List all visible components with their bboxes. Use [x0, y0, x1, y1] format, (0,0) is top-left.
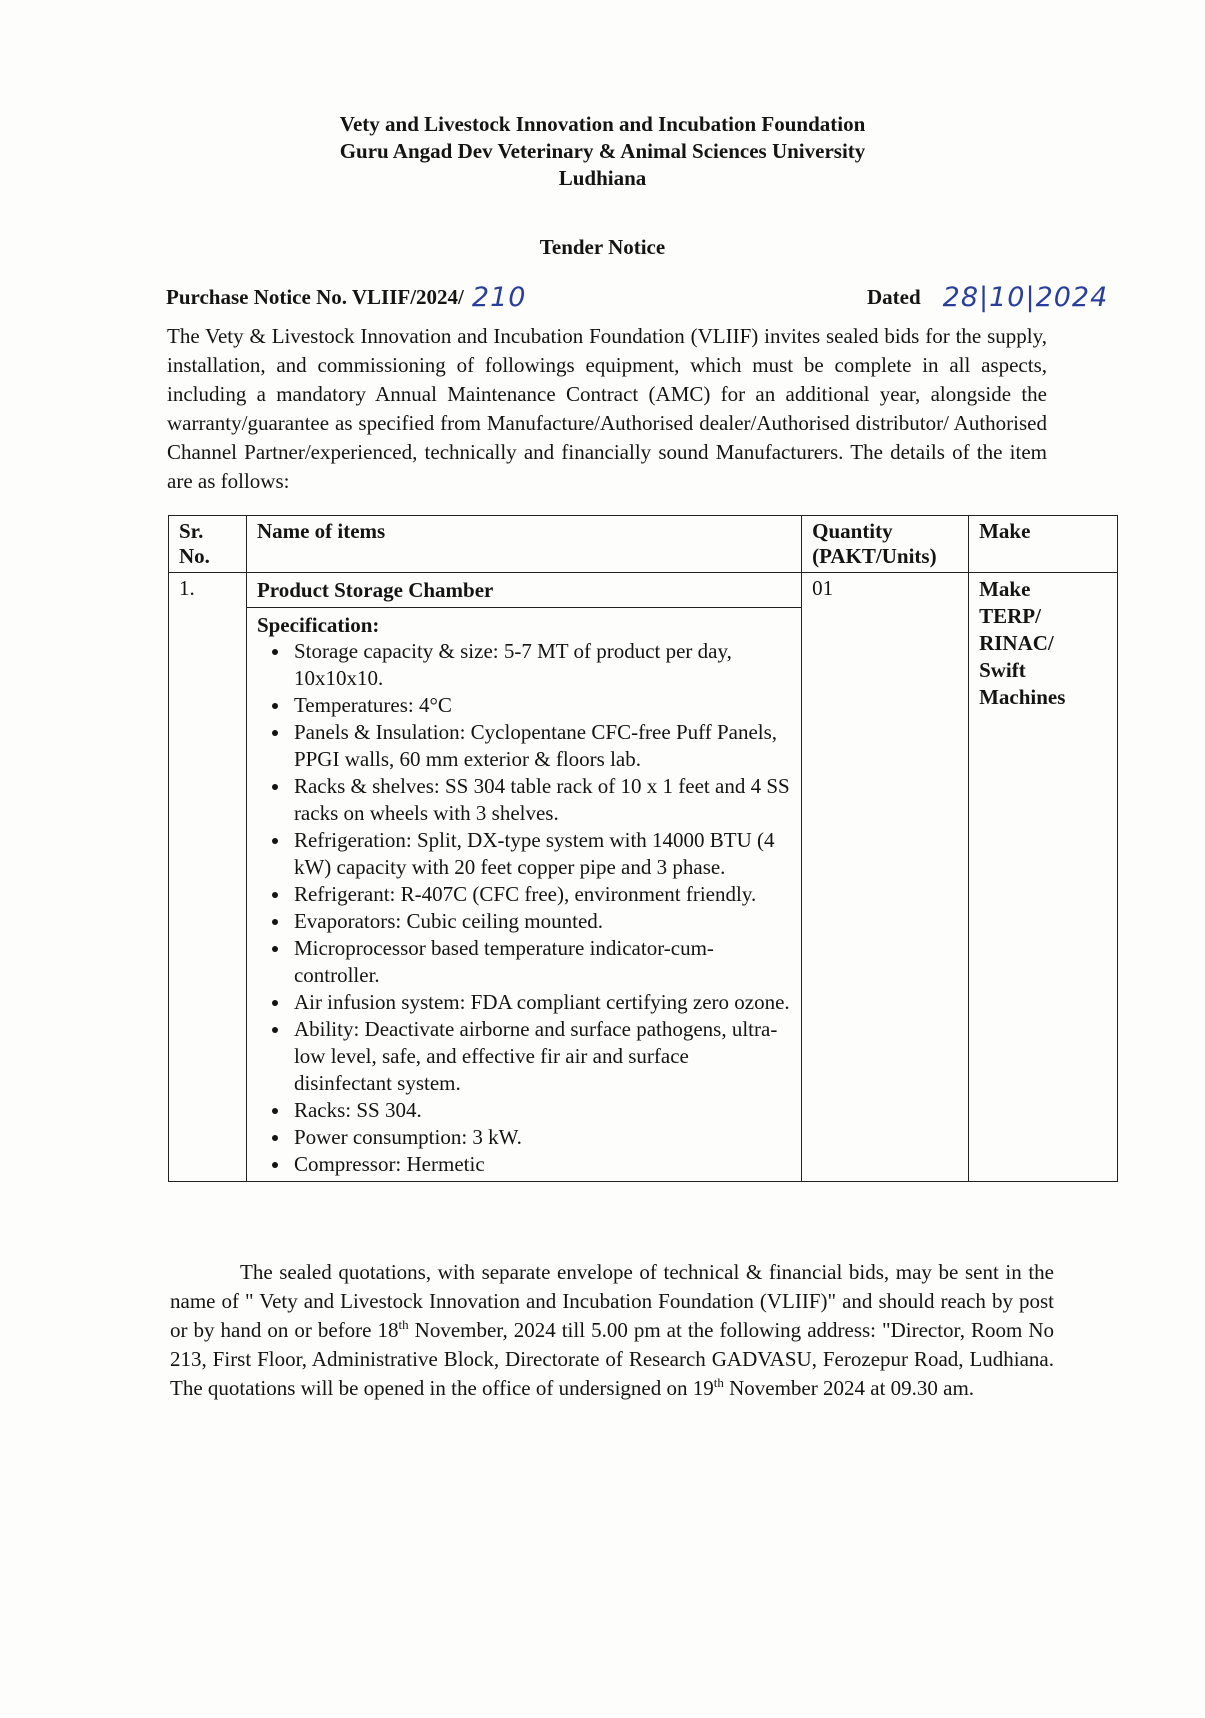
purchase-notice-number: [166, 280, 526, 311]
make-lines: [979, 576, 1107, 711]
dated-label: Dated: [867, 285, 921, 309]
list-item: • Refrigerant: R-407C (CFC free), environment friendly.: [291, 881, 791, 908]
list-item: • Refrigeration: Split, DX-type system with 14000 BTU (4 kW) capacity with 20 feet copper pipe and 3 phase.: [291, 827, 791, 881]
closing-text-1: The sealed quotations, with separate envelope of technical & financial bids, may be sent in the name of " Vety and Livestock Innovation and Incubation Foundation (VLIIF)" and should reach by post or by hand on or before 18: [170, 1260, 1054, 1342]
handwritten-date: 28|10|2024: [942, 282, 1109, 313]
make-line: Make: [979, 577, 1031, 601]
closing-text-3: November 2024 at 09.30 am.: [723, 1376, 975, 1400]
list-item: • Power consumption: 3 kW.: [291, 1124, 791, 1151]
make-line: RINAC/: [979, 631, 1054, 655]
list-item: • Racks & shelves: SS 304 table rack of 10 x 1 feet and 4 SS racks on wheels with 3 shelves.: [291, 773, 791, 827]
row-sr-no: 1.: [169, 573, 247, 1182]
list-item: • Panels & Insulation: Cyclopentane CFC-free Puff Panels, PPGI walls, 60 mm exterior & floors lab.: [291, 719, 791, 773]
closing-text-2: November, 2024 till 5.00 pm at the following address: "Director, Room No 213, First Floor, Administrative Block, Directorate of Research GADVASU, Ferozepur Road, Ludhiana. The quotations will be opened in the office of undersigned on 19: [170, 1318, 1054, 1400]
org-name: Vety and Livestock Innovation and Incubation Foundation: [339, 112, 866, 136]
product-name: Product Storage Chamber: [247, 576, 801, 608]
closing-paragraph: [170, 1258, 1054, 1403]
row-item-details: [246, 573, 801, 1182]
items-table: [168, 515, 1118, 1182]
purchase-notice-label: Purchase Notice No. VLIIF/2024/: [166, 285, 464, 309]
closing-sup-2: th: [713, 1375, 724, 1390]
document-title: Tender Notice: [539, 235, 666, 259]
header-quantity-line1: Quantity: [812, 519, 893, 543]
make-line: Swift: [979, 658, 1026, 682]
make-line: TERP/: [979, 604, 1041, 628]
table-row: [169, 573, 1118, 1182]
row-quantity: 01: [802, 573, 969, 1182]
list-item: • Evaporators: Cubic ceiling mounted.: [291, 908, 791, 935]
header-name-of-items: Name of items: [246, 516, 801, 573]
make-line: Machines: [979, 685, 1066, 709]
list-item: • Microprocessor based temperature indicator-cum-controller.: [291, 935, 791, 989]
row-make: [969, 573, 1118, 1182]
handwritten-notice-number: 210: [471, 282, 527, 313]
header-sr-no: [169, 516, 247, 573]
table-header-row: [169, 516, 1118, 573]
header-sr-line1: Sr.: [179, 519, 204, 543]
header-sr-line2: No.: [179, 544, 210, 568]
city-name: Ludhiana: [558, 166, 647, 190]
list-item: • Racks: SS 304.: [291, 1097, 791, 1124]
list-item: • Temperatures: 4°C: [291, 692, 791, 719]
specification-list: [257, 638, 791, 1178]
list-item: • Storage capacity & size: 5-7 MT of product per day, 10x10x10.: [291, 638, 791, 692]
university-name: Guru Angad Dev Veterinary & Animal Sciences University: [339, 139, 866, 163]
closing-sup-1: th: [398, 1317, 409, 1332]
header-quantity: [802, 516, 969, 573]
list-item: • Compressor: Hermetic: [291, 1151, 791, 1178]
header-make: Make: [969, 516, 1118, 573]
intro-paragraph: The Vety & Livestock Innovation and Incubation Foundation (VLIIF) invites sealed bids for the supply, installation, and commissioning of followings equipment, which must be complete in all aspects, including a mandatory Annual Maintenance Contract (AMC) for an additional year, alongside the warranty/guarantee as specified from Manufacture/Authorised dealer/Authorised distributor/ Authorised Channel Partner/experienced, technically and financially sound Manufacturers. The details of the item are as follows:: [167, 324, 1047, 493]
notice-date: [867, 280, 1108, 311]
header-quantity-line2: (PAKT/Units): [812, 544, 937, 568]
specification-heading: Specification:: [256, 613, 380, 637]
list-item: • Ability: Deactivate airborne and surface pathogens, ultra-low level, safe, and effective fir air and surface disinfectant system.: [291, 1016, 791, 1097]
list-item: • Air infusion system: FDA compliant certifying zero ozone.: [291, 989, 791, 1016]
